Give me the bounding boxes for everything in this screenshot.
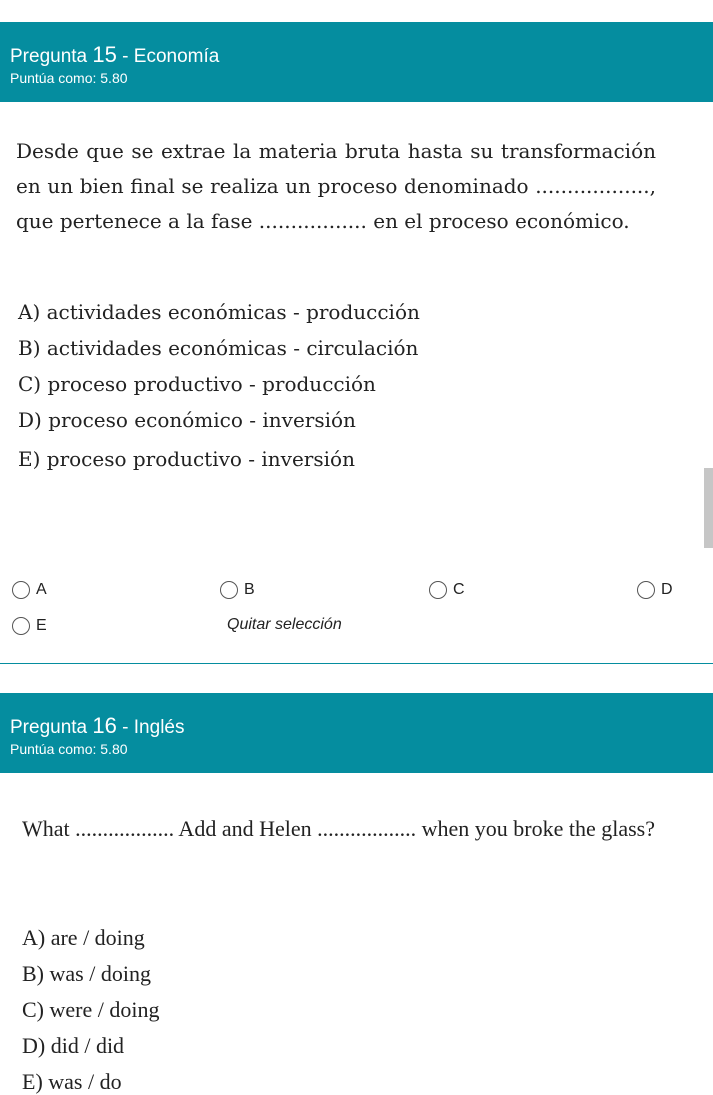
option-e-text: E) proceso productivo - inversión	[18, 447, 355, 471]
radio-option-e[interactable]	[12, 617, 47, 635]
option-d-text: D) proceso económico - inversión	[18, 408, 356, 432]
question-16-title	[10, 713, 184, 739]
radio-label: D	[661, 581, 673, 598]
option-c-text: C) proceso productivo - producción	[18, 372, 376, 396]
option-d-text: D) did / did	[22, 1033, 125, 1058]
radio-option-a[interactable]	[12, 581, 47, 599]
radio-circle[interactable]	[12, 581, 30, 599]
question-15-text: Desde que se extrae la materia bruta hasta su transformación en un bien final se realiza un proceso denominado .................., que pertenece a la fase ................. en el proceso económico.	[16, 139, 656, 233]
option-a-text: A) actividades económicas - producción	[18, 300, 420, 324]
question-15-points: Puntúa como: 5.80	[10, 70, 128, 86]
option-b-text: B) actividades económicas - circulación	[18, 336, 419, 360]
radio-circle[interactable]	[637, 581, 655, 599]
radio-circle[interactable]	[429, 581, 447, 599]
question-subject: - Inglés	[122, 717, 185, 738]
question-divider	[0, 663, 713, 664]
question-number: 15	[92, 42, 117, 67]
scrollbar-thumb[interactable]	[704, 468, 713, 548]
question-16-points: Puntúa como: 5.80	[10, 741, 128, 757]
question-15-header	[0, 22, 713, 102]
radio-option-d[interactable]	[637, 581, 673, 599]
question-label: Pregunta	[10, 717, 88, 738]
question-subject: - Economía	[122, 46, 220, 67]
option-a-text: A) are / doing	[22, 925, 145, 950]
option-c-text: C) were / doing	[22, 997, 160, 1022]
radio-circle[interactable]	[220, 581, 238, 599]
question-16-header	[0, 693, 713, 773]
option-b-text: B) was / doing	[22, 961, 151, 986]
radio-option-c[interactable]	[429, 581, 465, 599]
radio-label: E	[36, 617, 47, 634]
radio-option-b[interactable]	[220, 581, 255, 599]
option-e-text: E) was / do	[22, 1069, 122, 1094]
question-label: Pregunta	[10, 46, 88, 67]
radio-label: A	[36, 581, 47, 598]
clear-selection-link[interactable]: Quitar selección	[227, 616, 342, 633]
radio-label: B	[244, 581, 255, 598]
radio-label: C	[453, 581, 465, 598]
question-number: 16	[92, 713, 117, 738]
question-15-title	[10, 42, 219, 68]
question-16-text: What .................. Add and Helen .................. when you broke the glass?	[22, 816, 655, 841]
radio-circle[interactable]	[12, 617, 30, 635]
